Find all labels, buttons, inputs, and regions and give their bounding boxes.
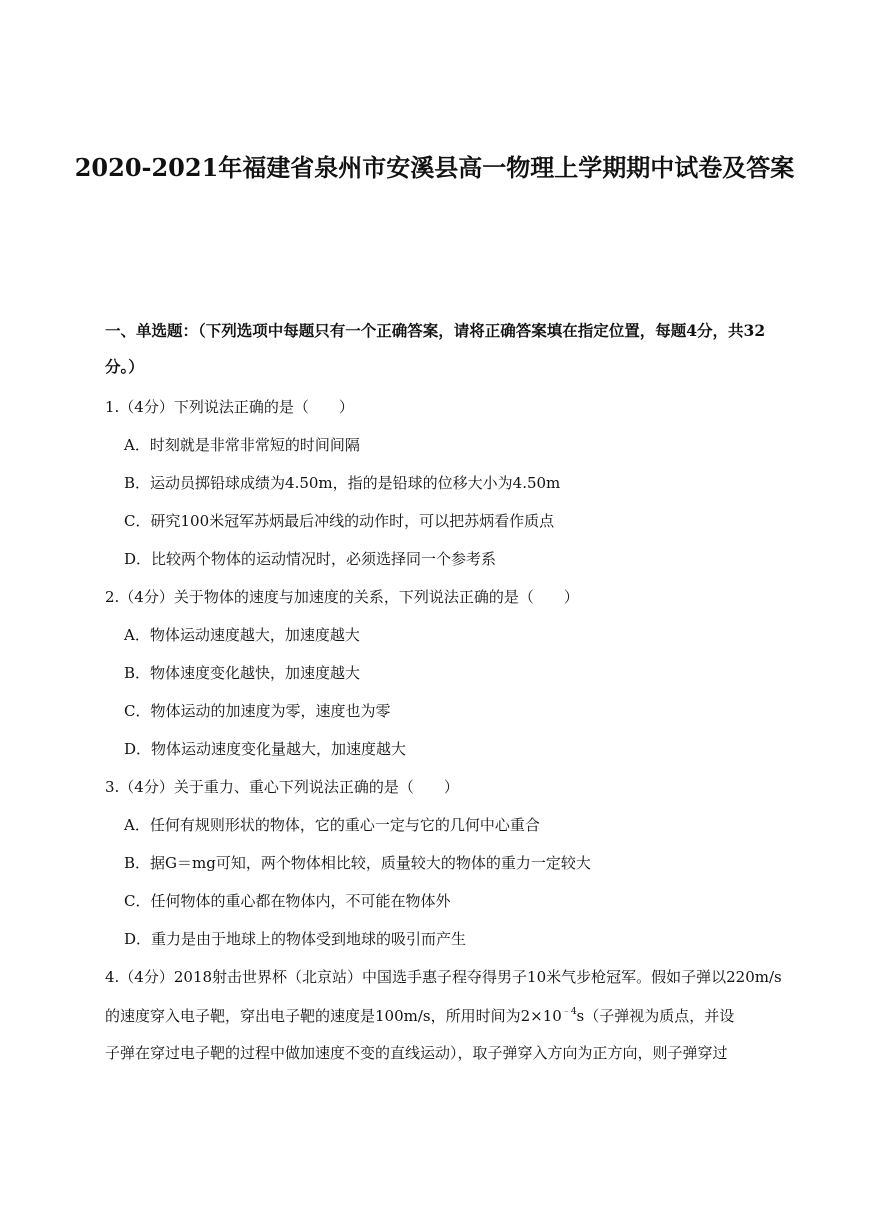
question-3-option-b: B．据G＝mg可知，两个物体相比较，质量较大的物体的重力一定较大 (124, 854, 591, 872)
question-4-line-2-tail: s（子弹视为质点，并设 (576, 1007, 735, 1025)
question-4-line-2-text: 的速度穿入电子靶，穿出电子靶的速度是100m/s，所用时间为2×10 (105, 1007, 562, 1025)
question-1-option-b: B．运动员掷铅球成绩为4.50m，指的是铅球的位移大小为4.50m (124, 474, 561, 492)
question-4-line-3: 子弹在穿过电子靶的过程中做加速度不变的直线运动），取子弹穿入方向为正方向，则子弹穿过 (105, 1044, 728, 1062)
document-title: 2020-2021年福建省泉州市安溪县高一物理上学期期中试卷及答案 (74, 153, 795, 182)
question-2-option-b: B．物体速度变化越快，加速度越大 (124, 664, 361, 682)
section-heading: 一、单选题：（下列选项中每题只有一个正确答案，请将正确答案填在指定位置，每题4分，共32分。） (105, 321, 766, 376)
question-3-stem: 3.（4分）关于重力、重心下列说法正确的是（ ） (105, 778, 459, 796)
question-1-option-d: D．比较两个物体的运动情况时，必须选择同一个参考系 (124, 550, 497, 568)
question-4-line-2 (105, 1004, 734, 1026)
question-2-option-a: A．物体运动速度越大，加速度越大 (124, 626, 360, 644)
question-1-stem: 1.（4分）下列说法正确的是（ ） (105, 398, 354, 416)
question-3-option-a: A．任何有规则形状的物体，它的重心一定与它的几何中心重合 (124, 816, 540, 834)
question-1-option-a: A．时刻就是非常非常短的时间间隔 (124, 436, 360, 454)
question-4-exponent: ﹣4 (561, 1007, 577, 1017)
question-2-option-c: C．物体运动的加速度为零，速度也为零 (124, 702, 391, 720)
question-3-option-d: D．重力是由于地球上的物体受到地球的吸引而产生 (124, 930, 467, 948)
question-1-option-c: C．研究100米冠军苏炳最后冲线的动作时，可以把苏炳看作质点 (124, 512, 555, 530)
question-4-line-1: 4.（4分）2018射击世界杯（北京站）中国选手惠子程夺得男子10米气步枪冠军。假如子弹以220m/s (105, 968, 782, 986)
question-3-option-c: C．任何物体的重心都在物体内，不可能在物体外 (124, 892, 451, 910)
question-2-option-d: D．物体运动速度变化量越大，加速度越大 (124, 740, 407, 758)
question-2-stem: 2.（4分）关于物体的速度与加速度的关系，下列说法正确的是（ ） (105, 588, 579, 606)
